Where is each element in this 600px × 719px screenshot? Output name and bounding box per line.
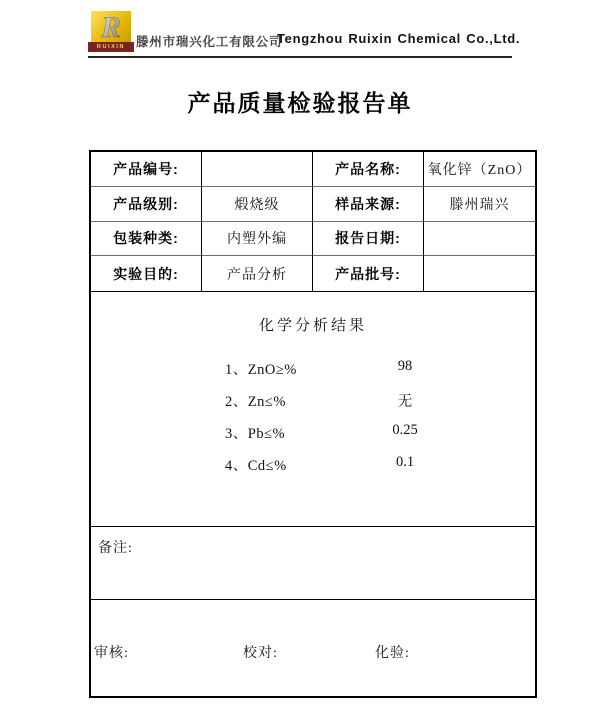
signature-section [91,600,535,696]
report-table [89,150,537,698]
analysis-item-cd-label: 4、Cd≤% [225,458,287,474]
signature-review-label: 审核: [94,646,129,661]
info-grid [91,152,535,292]
analysis-item-pb-value: 0.25 [392,422,418,438]
company-logo [88,10,134,52]
signature-proofread-label: 校对: [243,646,278,661]
company-name-en: Tengzhou Ruixin Chemical Co.,Ltd. [277,31,521,46]
analysis-title: 化学分析结果 [258,318,367,334]
batch-no-value [424,256,535,291]
experiment-purpose-value: 产品分析 [202,256,313,291]
report-title: 产品质量检验报告单 [187,90,413,116]
analysis-item-zn-label: 2、Zn≤% [225,394,286,410]
logo-letter: R [100,11,122,42]
product-name-value: 氧化锌（ZnO） [424,152,535,187]
analysis-item-zno [91,358,535,378]
analysis-section [91,292,535,527]
remarks-label: 备注: [98,541,133,556]
header-divider [88,56,512,58]
logo-brand-bar: RUIXIN [88,42,134,52]
logo-r-mark [91,11,131,42]
logo-r-icon [91,11,131,42]
signature-assay-label: 化验: [375,646,410,661]
company-name-cn: 滕州市瑞兴化工有限公司 [136,35,283,49]
analysis-item-zn-value: 无 [397,394,413,410]
sample-source-label: 样品来源: [313,187,424,222]
remarks-section [91,527,535,600]
package-type-value: 内塑外编 [202,222,313,257]
analysis-item-zno-value: 98 [397,358,413,374]
product-grade-value: 煅烧级 [202,187,313,222]
package-type-label: 包装种类: [91,222,202,257]
product-no-value [202,152,313,187]
analysis-item-zn [91,390,535,410]
batch-no-label: 产品批号: [313,256,424,291]
product-grade-label: 产品级别: [91,187,202,222]
analysis-item-zno-label: 1、ZnO≥% [225,362,297,378]
product-no-label: 产品编号: [91,152,202,187]
experiment-purpose-label: 实验目的: [91,256,202,291]
analysis-item-pb [91,422,535,442]
analysis-item-cd [91,454,535,474]
analysis-item-cd-value: 0.1 [395,454,415,470]
report-date-label: 报告日期: [313,222,424,257]
report-date-value [424,222,535,257]
analysis-item-pb-label: 3、Pb≤% [225,426,286,442]
sample-source-value: 滕州瑞兴 [424,187,535,222]
product-name-label: 产品名称: [313,152,424,187]
